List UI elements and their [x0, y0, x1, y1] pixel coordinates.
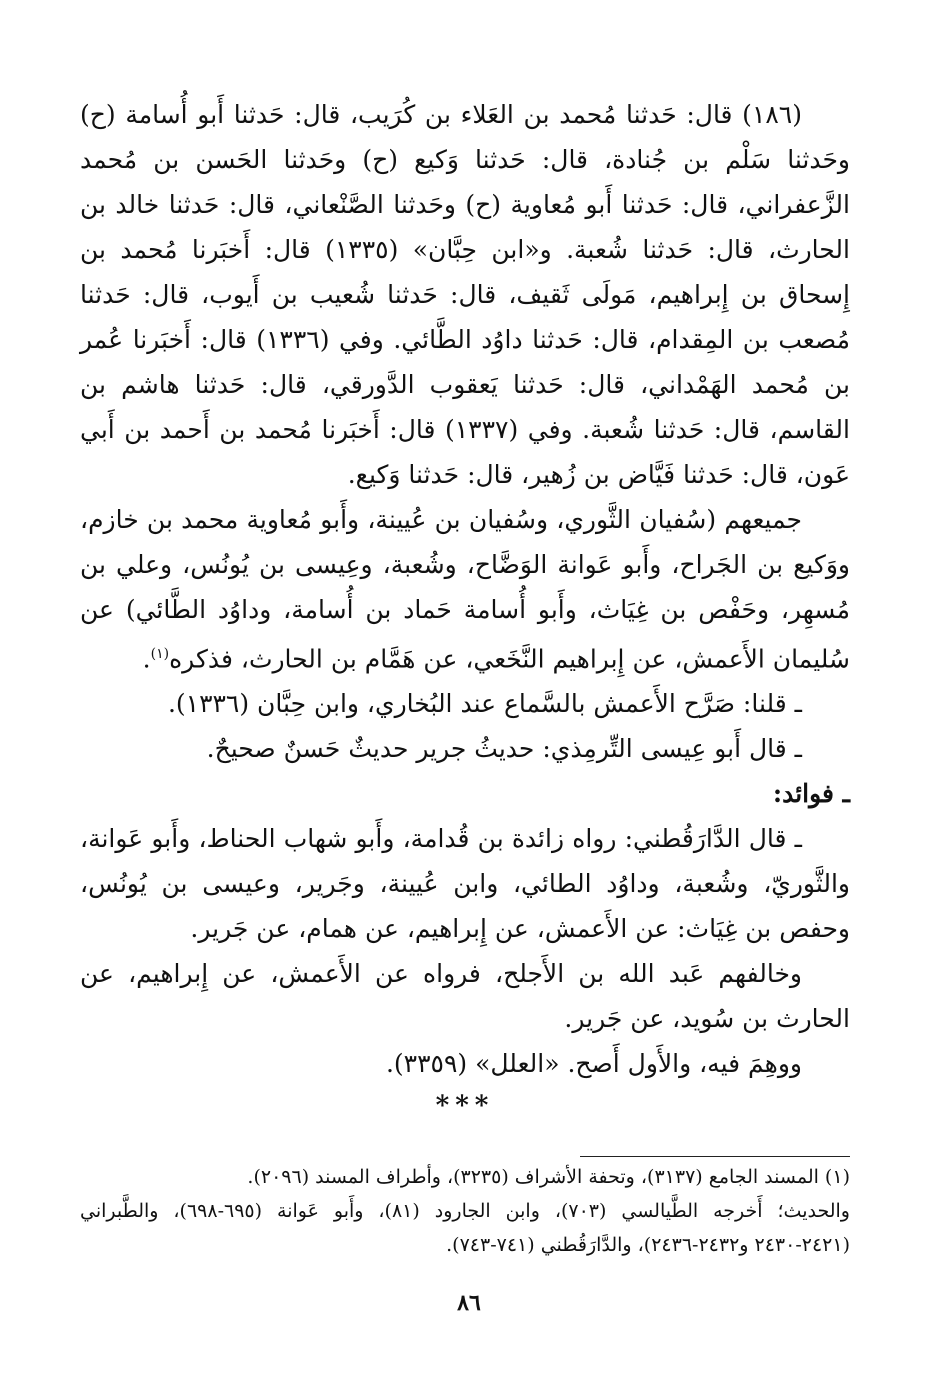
footnote-1: (١) المسند الجامع (٣١٣٧)، وتحفة الأشراف (٣٢٣٥)، وأطراف المسند (٢٠٩٦).	[247, 1166, 850, 1188]
narrators-text: جميعهم (سُفيان الثَّوري، وسُفيان بن عُيينة، وأَبو مُعاوية محمد بن خازم، ووَكيع بن الجَراح، وأَبو عَوانة الوَضَّاح، وشُعبة، وعِيسى بن يُونُس، وعلي بن مُسهِر، وحَفْص بن غِيَاث، وأَبو أُسامة حَماد بن أُسامة، وداوُد الطَّائي) عن سُليمان الأَعمش، عن إِبراهيم النَّخَعي، عن هَمَّام بن الحارث، فذكره	[80, 505, 850, 674]
narrators-end: .	[142, 644, 151, 674]
daraqutni-paragraph: ـ قال الدَّارَقُطني: رواه زائدة بن قُدامة، وأَبو شهاب الحناط، وأَبو عَوانة، والثَّوريّ، وشُعبة، وداوُد الطائي، وابن عُيينة، وجَرير، وعيسى بن يُونُس، وحفص بن غِيَاث: عن الأَعمش، عن إِبراهيم، عن همام، عن جَرير.	[80, 824, 850, 944]
conclusion-line: ووهِمَ فيه، والأَول أَصح. «العلل» (٣٣٥٩).	[385, 1049, 802, 1079]
disagreement-paragraph: وخالفهم عَبد الله بن الأَجلح، فرواه عن الأَعمش، عن إِبراهيم، عن الحارث بن سُويد، عن جَرير.	[80, 959, 850, 1034]
narrators-paragraph	[80, 497, 850, 681]
page-number: ٨٦	[457, 1290, 481, 1316]
main-text	[80, 92, 850, 1126]
footnote-sources: والحديث؛ أَخرجه الطَّيالسي (٧٠٣)، وابن الجارود (٨١)، وأَبو عَوانة (٦٩٥-٦٩٨)، والطَّبراني (٢٤٢١-٢٤٣٠ و٢٤٣٢-٢٤٣٦)، والدَّارَقُطني (٧٤١-٧٤٣).	[80, 1200, 850, 1256]
fawaid-heading: ـ فوائد:	[772, 779, 850, 809]
footnote-rule	[580, 1156, 850, 1157]
footnote-ref[interactable]: (١)	[150, 646, 170, 662]
note-sama: ـ قلنا: صَرَّح الأَعمش بالسَّماع عند البُخاري، وابن حِبَّان (١٣٣٦).	[167, 689, 802, 719]
hadith-paragraph: (١٨٦) قال: حَدثنا مُحمد بن العَلاء بن كُرَيب، قال: حَدثنا أَبو أُسامة (ح) وحَدثنا سَلْم بن جُنادة، قال: حَدثنا وَكيع (ح) وحَدثنا الحَسن بن مُحمد الزَّعفراني، قال: حَدثنا أَبو مُعاوية (ح) وحَدثنا الصَّنْعاني، قال: حَدثنا خالد بن الحارث، قال: حَدثنا شُعبة. و«ابن حِبَّان» (١٣٣٥) قال: أَخبَرنا مُحمد بن إِسحاق بن إِبراهيم، مَولَى ثَقيف، قال: حَدثنا شُعيب بن أَيوب، قال: حَدثنا مُصعب بن المِقدام، قال: حَدثنا داوُد الطَّائي. وفي (١٣٣٦) قال: أَخبَرنا عُمر بن مُحمد الهَمْداني، قال: حَدثنا يَعقوب الدَّورقي، قال: حَدثنا هاشم بن القاسم، قال: حَدثنا شُعبة. وفي (١٣٣٧) قال: أَخبَرنا مُحمد بن أَحمد بن أَبي عَون، قال: حَدثنا فَيَّاض بن زُهير، قال: حَدثنا وَكيع.	[80, 100, 851, 489]
footnotes	[80, 1160, 850, 1262]
section-separator: ***	[435, 1091, 495, 1122]
note-tirmidhi: ـ قال أَبو عِيسى التِّرمِذي: حديثُ جرير حديثٌ حَسنٌ صحيحٌ.	[206, 734, 802, 764]
